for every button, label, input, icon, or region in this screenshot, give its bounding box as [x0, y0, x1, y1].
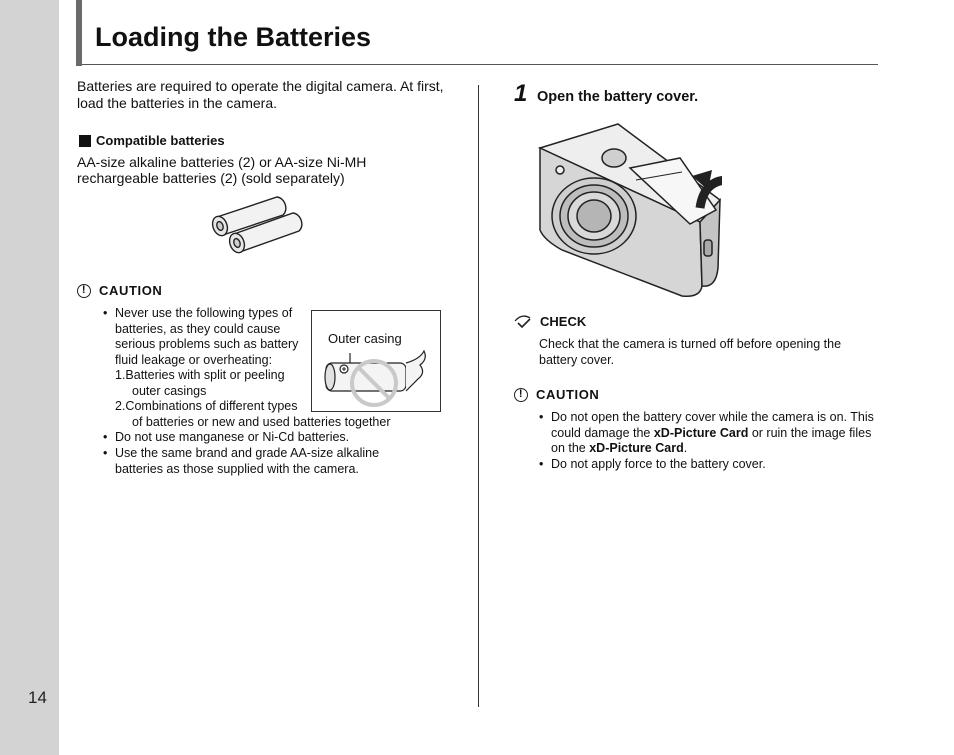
- column-divider: [478, 85, 479, 707]
- aa-batteries-illustration: [207, 191, 311, 257]
- caution-bullet-text: Do not apply force to the battery cover.: [551, 457, 766, 471]
- outer-casing-label: Outer casing: [328, 331, 402, 346]
- caution-sub-item: 1.Batteries with split or peeling: [115, 368, 285, 382]
- page-sidebar: [0, 0, 59, 755]
- caution-bullet-text: .: [683, 441, 688, 456]
- step-text: Open the battery cover.: [537, 89, 699, 105]
- caution-label: CAUTION: [536, 387, 600, 402]
- page-number: 14: [28, 688, 47, 707]
- caution-heading-left: [77, 283, 162, 298]
- intro-text: Batteries are required to operate the digital camera. At first, load the batteries in the camera.: [77, 78, 444, 111]
- xd-card-term: xD-Picture Card: [589, 441, 684, 456]
- check-heading: [514, 314, 586, 329]
- compatible-batteries-heading: [79, 133, 225, 148]
- page-title: Loading the Batteries: [95, 22, 372, 52]
- xd-card-term: xD-Picture Card: [653, 425, 749, 440]
- caution-sub-item: outer casings: [132, 384, 207, 398]
- title-accent-bar: [76, 0, 82, 66]
- caution-bullet-text: Never use the following types of batteries, as they could cause serious problems such as battery fluid leakage or overheating:: [115, 306, 299, 367]
- check-label: CHECK: [540, 314, 587, 329]
- caution-bullet: • Do not open the battery cover while the camera is on. This could damage the xD-Picture Card or ruin the image files on the xD-Picture Card.: [539, 410, 874, 456]
- caution-bullet-text: Do not use manganese or Ni-Cd batteries.: [115, 430, 350, 444]
- camera-battery-cover-illustration: [532, 118, 722, 303]
- caution-sub-item: of batteries or new and used batteries together: [132, 415, 391, 429]
- check-text: Check that the camera is turned off before opening the battery cover.: [539, 337, 842, 367]
- caution-bullet-text: Use the same brand and grade AA-size alkaline batteries as those supplied with the camera.: [115, 446, 380, 476]
- caution-heading-right: [514, 387, 599, 402]
- caution-bullet: • Do not use manganese or Ni-Cd batteries.: [103, 430, 350, 444]
- outer-casing-figure: [311, 310, 441, 412]
- caution-sub-item: 2.Combinations of different types: [115, 399, 298, 413]
- caution-bullet: • Do not apply force to the battery cover.: [539, 457, 766, 471]
- caution-bullet: • Never use the following types of batteries, as they could cause serious problems such as battery fluid leakage or overheating:: [103, 306, 299, 367]
- step-number: 1: [514, 80, 528, 107]
- check-icon: [514, 315, 532, 329]
- caution-bullet-text: or ruin the image files on the: [551, 425, 872, 456]
- caution-icon: !: [514, 388, 528, 402]
- compatible-batteries-label: Compatible batteries: [96, 133, 225, 148]
- caution-bullet-text: Do not open the battery cover while the camera is on. This could damage the: [551, 410, 874, 440]
- caution-bullet: • Use the same brand and grade AA-size alkaline batteries as those supplied with the camera.: [103, 446, 380, 476]
- compatible-batteries-text: AA-size alkaline batteries (2) or AA-size Ni-MH rechargeable batteries (2) (sold separately): [77, 154, 367, 186]
- caution-icon: !: [77, 284, 91, 298]
- title-underline: [82, 64, 878, 65]
- square-bullet-icon: [79, 135, 91, 147]
- split-battery-prohibited-icon: [312, 311, 440, 411]
- caution-label: CAUTION: [99, 283, 163, 298]
